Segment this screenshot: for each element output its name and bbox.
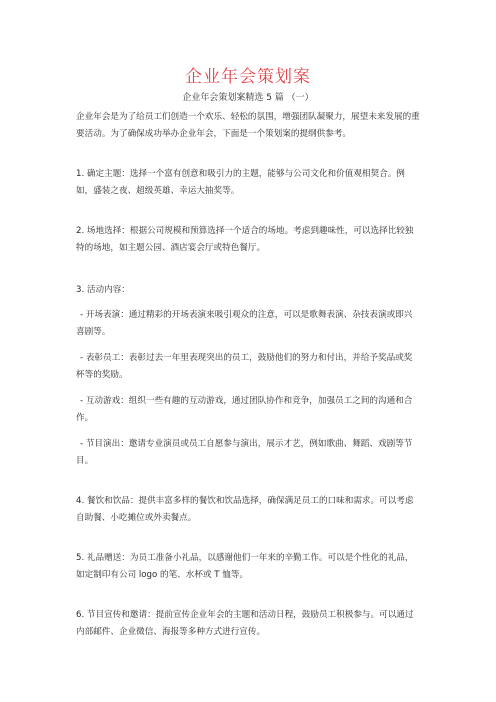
section-2-venue: 2. 场地选择：根据公司规模和预算选择一个适合的场地。考虑到趣味性，可以选择比较独特的场地，如主题公园、酒店宴会厅或特色餐厅。 <box>76 226 414 253</box>
section-3-heading: 3. 活动内容： <box>76 285 130 295</box>
section-3-employee-awards: - 表彰员工：表彰过去一年里表现突出的员工，鼓励他们的努力和付出，并给予奖品或奖杯等的奖励。 <box>76 353 413 380</box>
intro-paragraph: 企业年会是为了给员工们创造一个欢乐、轻松的氛围，增强团队凝聚力，展望未来发展的重要活动。为了确保成功举办企业年会，下面是一个策划案的提纲供参考。 <box>76 112 420 139</box>
document-title: 企业年会策划案 <box>185 67 311 87</box>
document-subtitle: 企业年会策划案精选 5 篇 （一） <box>182 93 314 103</box>
section-4-catering: 4. 餐饮和饮品：提供丰富多样的餐饮和饮品选择，确保满足员工的口味和需求。可以考虑自助餐、小吃摊位或外卖餐点。 <box>76 496 414 523</box>
section-6-promotion: 6. 节目宣传和邀请：提前宣传企业年会的主题和活动日程，鼓励员工积极参与。可以通过内部邮件、企业微信、海报等多种方式进行宣传。 <box>76 610 414 637</box>
section-5-gifts: 5. 礼品赠送：为员工准备小礼品，以感谢他们一年来的辛勤工作。可以是个性化的礼品，如定制印有公司 logo 的笔、水杯或 T 恤等。 <box>76 553 414 580</box>
section-3-interactive-games: - 互动游戏：组织一些有趣的互动游戏，通过团队协作和竞争，加强员工之间的沟通和合作。 <box>76 396 413 423</box>
section-3-performances: - 节目演出：邀请专业演员或员工自愿参与演出，展示才艺，例如歌曲、舞蹈、戏剧等节目。 <box>76 439 413 466</box>
section-3-opening-show: - 开场表演：通过精彩的开场表演来吸引观众的注意，可以是歌舞表演、杂技表演或即兴喜剧等。 <box>76 310 413 337</box>
section-1-theme: 1. 确定主题：选择一个富有创意和吸引力的主题，能够与公司文化和价值观相契合。例如，盛装之夜、超级英雄、幸运大抽奖等。 <box>76 169 405 196</box>
